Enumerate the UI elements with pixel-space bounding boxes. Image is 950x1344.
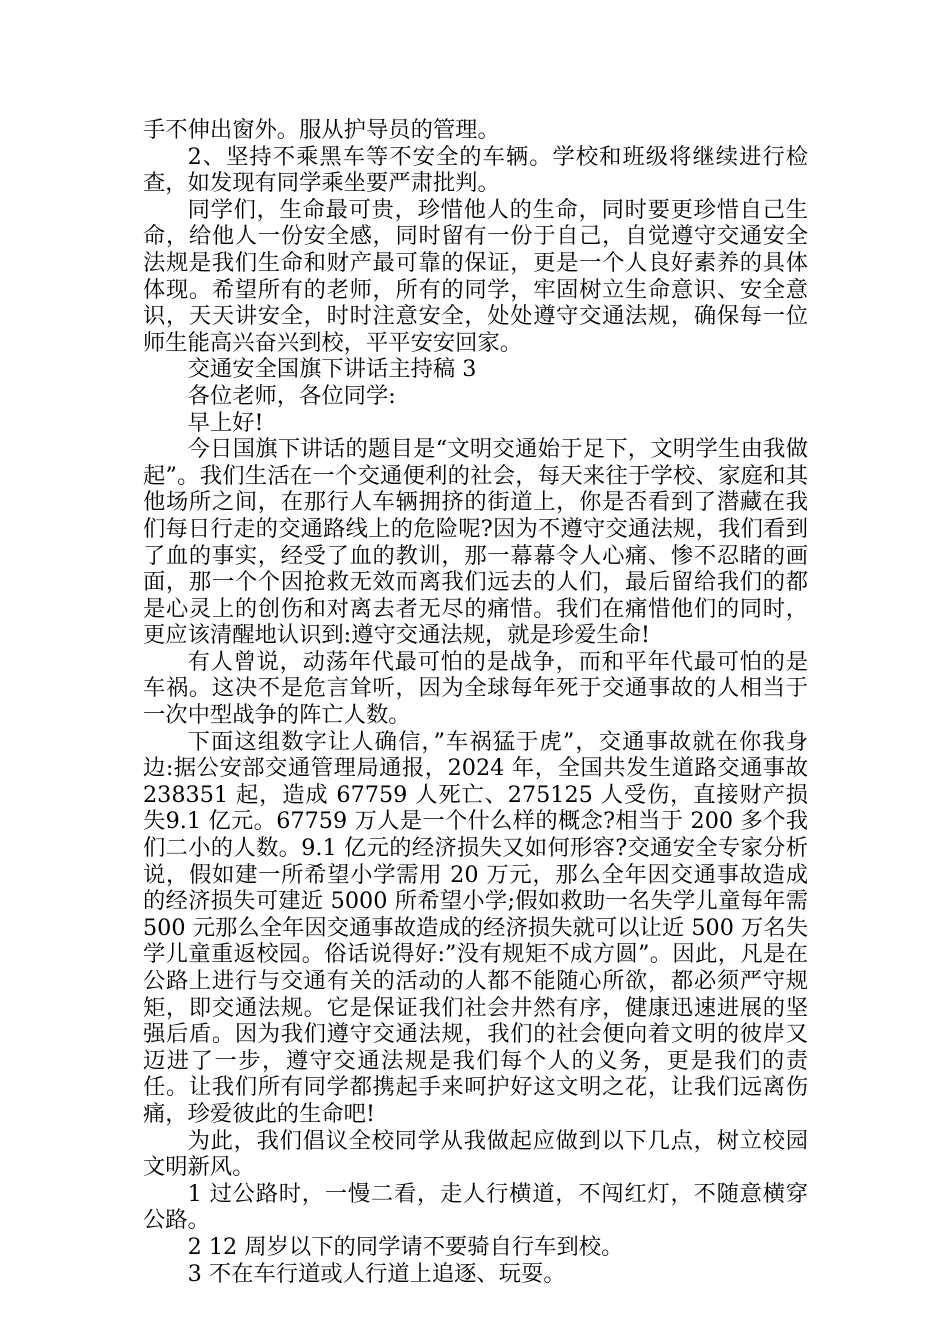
greeting: 早上好! (187, 409, 264, 436)
list-item-3: 3 不在车行道或人行道上追逐、玩耍。 (187, 1260, 566, 1287)
paragraph-3: 同学们，生命最可贵，珍惜他人的生命，同时要更珍惜自己生命，给他人一份安全感，同时留有一份于自己，自觉遵守交通安全法规是我们生命和财产最可靠的保证，更是一个人良好素养的具体体现。希望所有的老师，所有的同学，牢固树立生命意识、安全意识，天天讲安全，时时注意安全，处处遵守交通法规，确保每一位师生能高兴奋兴到校，平平安安回家。 (143, 196, 808, 356)
list-item-1: 1 过公路时，一慢二看，走人行横道，不闯红灯，不随意横穿公路。 (143, 1180, 808, 1234)
document-page (143, 117, 808, 1287)
paragraph-1: 手不伸出窗外。服从护导员的管理。 (143, 117, 500, 143)
paragraph-8: 有人曾说，动荡年代最可怕的是战争，而和平年代最可怕的是车祸。这决不是危言耸听，因为全球每年死于交通事故的人相当于一次中型战争的阵亡人数。 (143, 648, 808, 729)
list-item-2: 2 12 周岁以下的同学请不要骑自行车到校。 (187, 1233, 624, 1260)
section-title: 交通安全国旗下讲话主持稿 3 (187, 356, 477, 383)
paragraph-9: 下面这组数字让人确信，”车祸猛于虎”，交通事故就在你我身边:据公安部交通管理局通报，2024 年，全国共发生道路交通事故 238351 起，造成 67759 人死亡、275125 人受伤，直接财产损失9.1 亿元。67759 万人是一个什么样的概念?相当于 200 多个我们二小的人数。9.1 亿元的经济损失又如何形容?交通安全专家分析说，假如建一所希望小学需用 20 万元，那么全年因交通事故造成的经济损失可建近 5000 所希望小学;假如救助一名失学儿童每年需 500 元那么全年因交通事故造成的经济损失就可以让近 500 万名失学儿童重返校园。俗话说得好:”没有规矩不成方圆”。因此，凡是在公路上进行与交通有关的活动的人都不能随心所欲，都必须严守规矩，即交通法规。它是保证我们社会井然有序，健康迅速进展的坚强后盾。因为我们遵守交通法规，我们的社会便向着文明的彼岸又迈进了一步，遵守交通法规是我们每个人的义务，更是我们的责任。让我们所有同学都携起手来呵护好这文明之花，让我们远离伤痛，珍爱彼此的生命吧! (143, 728, 808, 1127)
paragraph-2: 2、坚持不乘黑车等不安全的车辆。学校和班级将继续进行检查，如发现有同学乘坐要严肃批判。 (143, 143, 808, 197)
paragraph-10: 为此，我们倡议全校同学从我做起应做到以下几点，树立校园文明新风。 (143, 1127, 808, 1181)
salutation: 各位老师，各位同学: (187, 382, 396, 409)
paragraph-7: 今日国旗下讲话的题目是“文明交通始于足下，文明学生由我做起”。我们生活在一个交通便利的社会，每天来往于学校、家庭和其他场所之间，在那行人车辆拥挤的街道上，你是否看到了潜藏在我们每日行走的交通路线上的危险呢?因为不遵守交通法规，我们看到了血的事实，经受了血的教训，那一幕幕令人心痛、惨不忍睹的画面，那一个个因抢救无效而离我们远去的人们，最后留给我们的都是心灵上的创伤和对离去者无尽的痛惜。我们在痛惜他们的同时，更应该清醒地认识到:遵守交通法规，就是珍爱生命! (143, 436, 808, 649)
